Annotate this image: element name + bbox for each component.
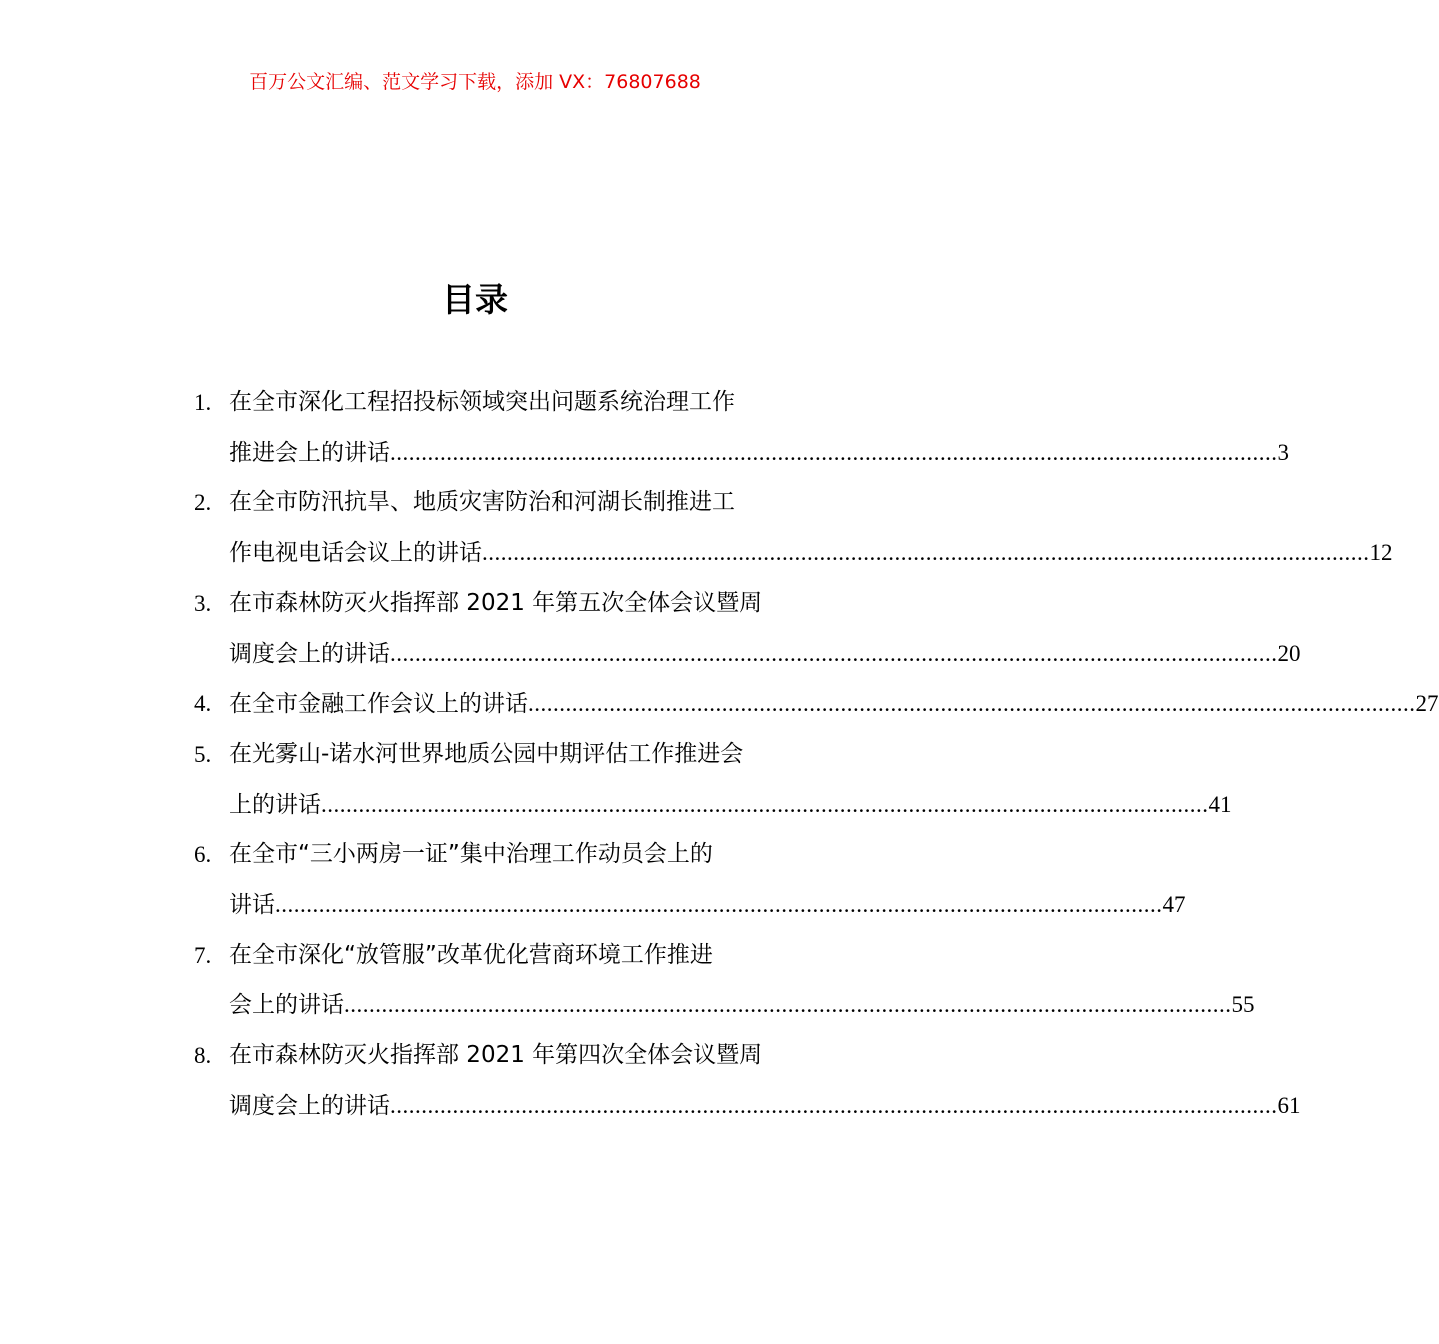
toc-item-page: 27: [1415, 691, 1439, 717]
toc-item-page: 47: [1162, 892, 1186, 918]
toc-item-title-line2: 上的讲话: [229, 791, 321, 818]
toc-leader-dots: ..............................................................................................................................................: [528, 691, 1416, 717]
toc-item-title-line2: 会上的讲话: [229, 992, 344, 1019]
toc-item-title-line1: 在全市深化工程招投标领域突出问题系统治理工作: [229, 389, 735, 415]
toc-item-page: 61: [1277, 1092, 1301, 1118]
toc-item-page: 3: [1277, 439, 1289, 465]
toc-item-title-line2: 讲话: [229, 892, 275, 919]
toc-item-number: 8.: [194, 1043, 212, 1069]
toc-item-title-line2: 调度会上的讲话: [229, 640, 390, 667]
table-of-contents: [186, 378, 1439, 1132]
toc-leader-dots: ..............................................................................................................................................: [390, 1092, 1278, 1118]
toc-item-6[interactable]: [186, 830, 1186, 930]
toc-item-number: 3.: [194, 590, 212, 616]
toc-item-title-line1: 在光雾山-诺水河世界地质公园中期评估工作推进会: [229, 740, 744, 767]
page-title: 目录: [442, 280, 508, 319]
toc-item-1[interactable]: [186, 378, 1289, 478]
toc-item-number: 5.: [194, 741, 212, 767]
toc-item-title-line2: 推进会上的讲话: [229, 439, 390, 466]
toc-leader-dots: ..............................................................................................................................................: [321, 791, 1209, 817]
toc-item-number: 4.: [194, 691, 212, 717]
toc-item-title-line2: 作电视电话会议上的讲话: [229, 540, 482, 567]
toc-item-page: 41: [1208, 791, 1232, 817]
toc-item-number: 2.: [194, 490, 212, 516]
toc-item-title: 在全市金融工作会议上的讲话: [229, 691, 528, 718]
toc-item-4[interactable]: [186, 679, 1439, 730]
toc-item-title-line1: 在市森林防灭火指挥部 2021 年第四次全体会议暨周: [229, 1042, 763, 1069]
toc-item-number: 7.: [194, 942, 212, 968]
toc-item-title-line1: 在全市“三小两房一证”集中治理工作动员会上的: [229, 841, 713, 868]
toc-item-3[interactable]: [186, 579, 1301, 679]
toc-leader-dots: ..............................................................................................................................................: [344, 992, 1232, 1018]
toc-item-page: 12: [1369, 540, 1393, 566]
header-banner: 百万公文汇编、范文学习下载，添加 VX：76807688: [249, 71, 701, 93]
toc-item-number: 6.: [194, 842, 212, 868]
toc-item-2[interactable]: [186, 478, 1393, 578]
toc-leader-dots: ..............................................................................................................................................: [390, 439, 1278, 465]
toc-item-title-line1: 在全市深化“放管服”改革优化营商环境工作推进: [229, 941, 713, 968]
toc-item-8[interactable]: [186, 1031, 1301, 1131]
toc-item-title-line1: 在市森林防灭火指挥部 2021 年第五次全体会议暨周: [229, 589, 763, 616]
toc-item-number: 1.: [194, 390, 212, 415]
toc-item-7[interactable]: [186, 931, 1255, 1031]
toc-leader-dots: ..............................................................................................................................................: [275, 892, 1163, 918]
toc-leader-dots: ..............................................................................................................................................: [390, 640, 1278, 666]
toc-item-title-line1: 在全市防汛抗旱、地质灾害防治和河湖长制推进工: [229, 489, 735, 516]
toc-item-title-line2: 调度会上的讲话: [229, 1092, 390, 1119]
toc-item-page: 55: [1231, 992, 1255, 1018]
toc-item-page: 20: [1277, 640, 1301, 666]
toc-leader-dots: ..............................................................................................................................................: [482, 540, 1370, 566]
toc-item-5[interactable]: [186, 730, 1232, 830]
